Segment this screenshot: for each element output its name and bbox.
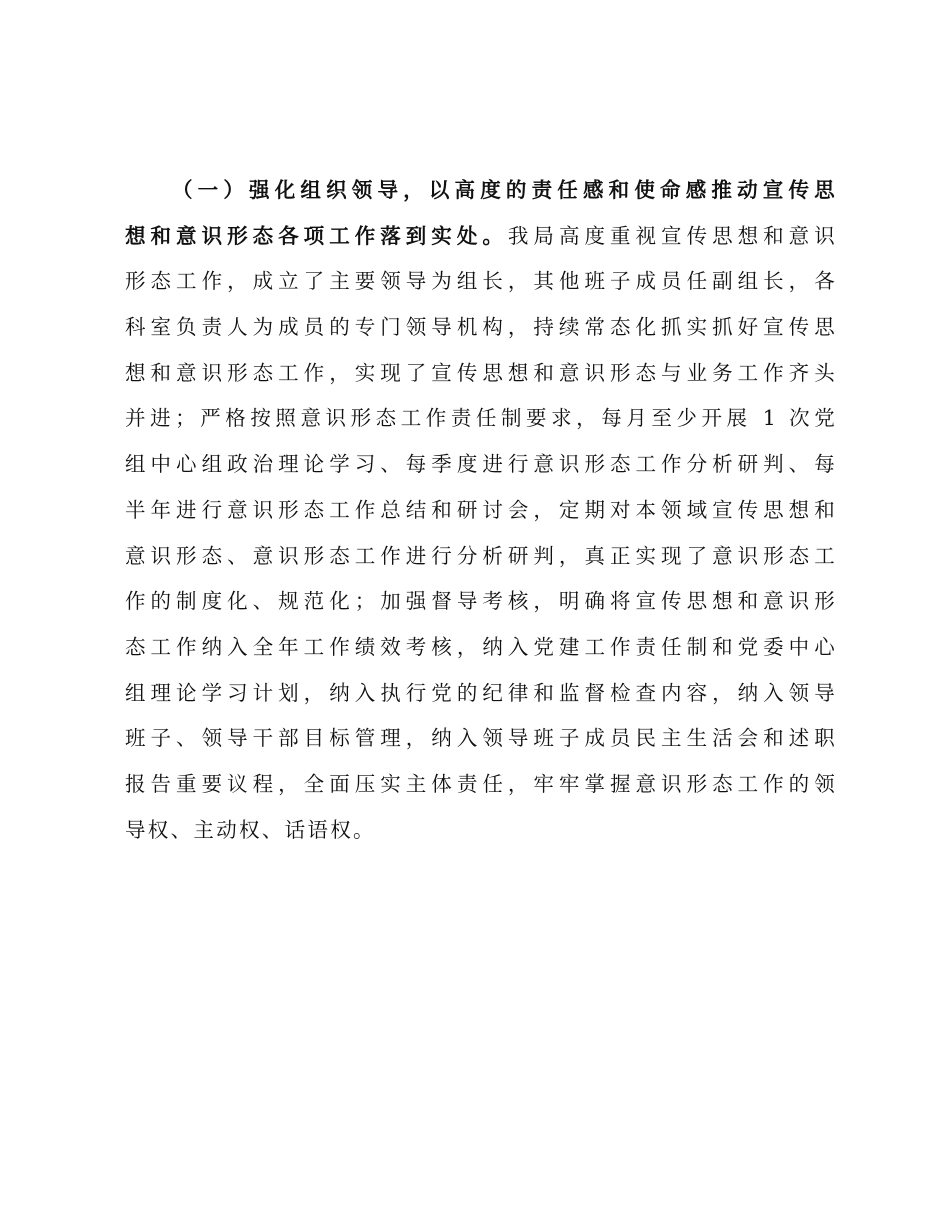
paragraph-line-3: 形态工作，成立了主要领导为组长，其他班子成员任副组长，各 [125,269,837,294]
paragraph-line-13: 班子、领导干部目标管理，纳入领导班子成员民主生活会和述职 [125,726,837,751]
paragraph-line-1 [125,168,837,214]
paragraph-line-4: 科室负责人为成员的专门领导机构，持续常态化抓实抓好宣传思 [125,315,837,340]
paragraph-line-7: 组中心组政治理论学习、每季度进行意识形态工作分析研判、每 [125,452,837,477]
paragraph-line-5: 想和意识形态工作，实现了宣传思想和意识形态与业务工作齐头 [125,360,837,385]
paragraph-line-15: 导权、主动权、话语权。 [125,817,376,842]
paragraph-line-11: 态工作纳入全年工作绩效考核，纳入党建工作责任制和党委中心 [125,634,837,659]
body-paragraph [125,168,837,853]
paragraph-line-8: 半年进行意识形态工作总结和研讨会，定期对本领域宣传思想和 [125,497,837,522]
section-heading-part-1: （一）强化组织领导，以高度的责任感和使命感推动宣传思 [172,178,837,202]
paragraph-line-2 [125,214,837,260]
line-text: 我局高度重视宣传思想和意识 [507,223,837,248]
paragraph-line-10: 作的制度化、规范化；加强督导考核，明确将宣传思想和意识形 [125,589,837,614]
paragraph-line-6: 并进；严格按照意识形态工作责任制要求，每月至少开展 1 次党 [125,406,837,431]
paragraph-line-14: 报告重要议程，全面压实主体责任，牢牢掌握意识形态工作的领 [125,771,837,796]
paragraph-line-12: 组理论学习计划，纳入执行党的纪律和监督检查内容，纳入领导 [125,680,837,705]
section-heading-part-2: 想和意识形态各项工作落到实处。 [125,223,508,248]
paragraph-line-9: 意识形态、意识形态工作进行分析研判，真正实现了意识形态工 [125,543,837,568]
